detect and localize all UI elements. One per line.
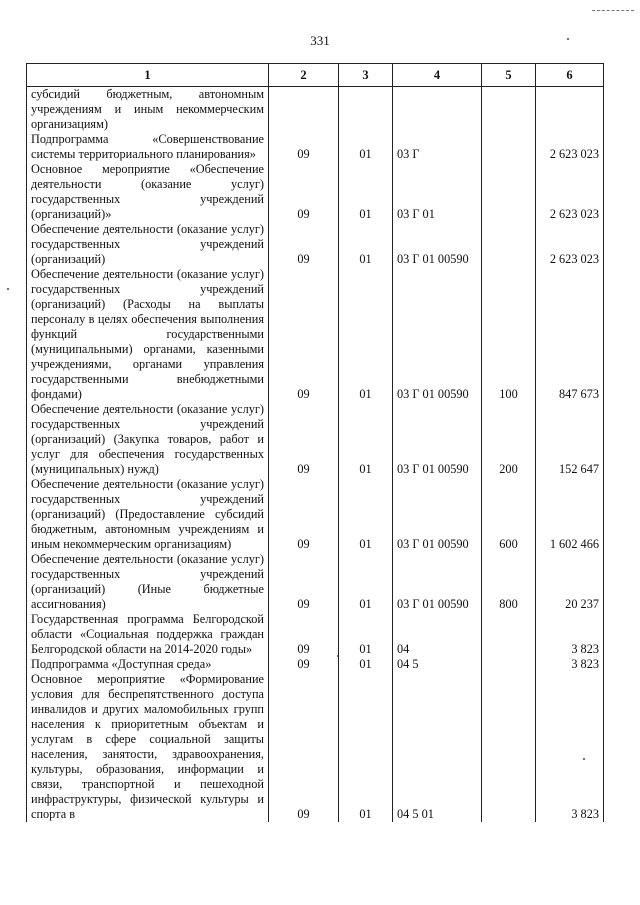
row-name-cell: Обеспечение деятельности (оказание услуг) государственных учреждений (организаций) (Иные бюджетные ассигнования)	[27, 552, 269, 612]
row-subsection-cell: 01	[339, 477, 393, 552]
row-section-cell: 09	[269, 222, 339, 267]
row-section-cell	[269, 87, 339, 133]
table-row	[27, 552, 604, 612]
row-subsection-cell: 01	[339, 222, 393, 267]
row-name-cell: Основное мероприятие «Обеспечение деятельности (оказание услуг) государственных учреждений (организаций)»	[27, 162, 269, 222]
table-row	[27, 222, 604, 267]
row-expense-type-cell	[482, 162, 536, 222]
column-header: 4	[393, 64, 482, 87]
table-row	[27, 477, 604, 552]
column-header: 5	[482, 64, 536, 87]
row-target-cell: 04 5 01	[393, 672, 482, 822]
row-expense-type-cell	[482, 657, 536, 672]
row-subsection-cell: 01	[339, 267, 393, 402]
row-target-cell: 03 Г 01 00590	[393, 267, 482, 402]
row-expense-type-cell	[482, 222, 536, 267]
table-row	[27, 657, 604, 672]
row-expense-type-cell	[482, 87, 536, 133]
row-expense-type-cell: 100	[482, 267, 536, 402]
row-amount-cell: 152 647	[536, 402, 604, 477]
row-subsection-cell: 01	[339, 402, 393, 477]
row-target-cell: 04 5	[393, 657, 482, 672]
row-expense-type-cell	[482, 612, 536, 657]
row-expense-type-cell: 200	[482, 402, 536, 477]
table-header-row	[27, 64, 604, 87]
row-name-cell: Обеспечение деятельности (оказание услуг) государственных учреждений (организаций) (Расходы на выплаты персоналу в целях обеспечения выполнения функций государственными (муниципальными) органами, казенными учреждениями, органами управления государственными внебюджетными фондами)	[27, 267, 269, 402]
row-target-cell: 03 Г 01 00590	[393, 402, 482, 477]
row-subsection-cell: 01	[339, 132, 393, 162]
row-name-cell: Обеспечение деятельности (оказание услуг) государственных учреждений (организаций) (Предоставление субсидий бюджетным, автономным учреждениям и иным некоммерческим организациям)	[27, 477, 269, 552]
row-amount-cell: 3 823	[536, 612, 604, 657]
row-target-cell: 03 Г 01 00590	[393, 222, 482, 267]
row-amount-cell: 20 237	[536, 552, 604, 612]
row-section-cell: 09	[269, 402, 339, 477]
row-amount-cell: 2 623 023	[536, 222, 604, 267]
table-body	[27, 87, 604, 823]
table-row	[27, 402, 604, 477]
row-name-cell: Подпрограмма «Совершенствование системы территориального планирования»	[27, 132, 269, 162]
row-amount-cell: 847 673	[536, 267, 604, 402]
table-row	[27, 132, 604, 162]
row-section-cell: 09	[269, 612, 339, 657]
row-name-cell: Основное мероприятие «Формирование условия для беспрепятственного доступа инвалидов и других маломобильных групп населения к приоритетным объектам и услугам в сфере социальной защиты населения, занятости, здравоохранения, культуры, образования, информации и связи, транспортной и пешеходной инфраструктуры, физической культуры и спорта в	[27, 672, 269, 822]
row-section-cell: 09	[269, 162, 339, 222]
table-row	[27, 267, 604, 402]
row-target-cell: 03 Г	[393, 132, 482, 162]
row-name-cell: Подпрограмма «Доступная среда»	[27, 657, 269, 672]
row-target-cell: 04	[393, 612, 482, 657]
row-section-cell: 09	[269, 672, 339, 822]
scan-speck	[567, 38, 569, 40]
row-name-cell: Обеспечение деятельности (оказание услуг) государственных учреждений (организаций) (Закупка товаров, работ и услуг для обеспечения государственных (муниципальных) нужд)	[27, 402, 269, 477]
table-row	[27, 672, 604, 822]
scan-speck	[7, 288, 9, 290]
column-header: 6	[536, 64, 604, 87]
row-amount-cell: 3 823	[536, 657, 604, 672]
row-expense-type-cell: 800	[482, 552, 536, 612]
budget-table	[26, 63, 604, 822]
row-section-cell: 09	[269, 267, 339, 402]
row-target-cell: 03 Г 01	[393, 162, 482, 222]
row-amount-cell: 2 623 023	[536, 132, 604, 162]
row-target-cell: 03 Г 01 00590	[393, 552, 482, 612]
row-target-cell	[393, 87, 482, 133]
row-expense-type-cell	[482, 672, 536, 822]
row-name-cell: Обеспечение деятельности (оказание услуг) государственных учреждений (организаций)	[27, 222, 269, 267]
row-amount-cell	[536, 87, 604, 133]
row-section-cell: 09	[269, 132, 339, 162]
row-subsection-cell: 01	[339, 552, 393, 612]
row-target-cell: 03 Г 01 00590	[393, 477, 482, 552]
row-section-cell: 09	[269, 552, 339, 612]
row-name-cell: субсидий бюджетным, автономным учреждениям и иным некоммерческим организациям)	[27, 87, 269, 133]
table-row	[27, 162, 604, 222]
row-name-cell: Государственная программа Белгородской области «Социальная поддержка граждан Белгородской области на 2014-2020 годы»	[27, 612, 269, 657]
column-header: 1	[27, 64, 269, 87]
table-row	[27, 612, 604, 657]
row-amount-cell: 2 623 023	[536, 162, 604, 222]
row-subsection-cell: 01	[339, 162, 393, 222]
row-subsection-cell: 01	[339, 657, 393, 672]
column-header: 2	[269, 64, 339, 87]
row-section-cell: 09	[269, 657, 339, 672]
row-amount-cell: 3 823	[536, 672, 604, 822]
row-section-cell: 09	[269, 477, 339, 552]
row-expense-type-cell: 600	[482, 477, 536, 552]
row-amount-cell: 1 602 466	[536, 477, 604, 552]
row-subsection-cell	[339, 87, 393, 133]
row-subsection-cell: 01	[339, 672, 393, 822]
page-number: 331	[310, 33, 330, 48]
row-subsection-cell: 01	[339, 612, 393, 657]
column-header: 3	[339, 64, 393, 87]
row-expense-type-cell	[482, 132, 536, 162]
table-row	[27, 87, 604, 133]
corner-scan-mark	[592, 10, 634, 19]
